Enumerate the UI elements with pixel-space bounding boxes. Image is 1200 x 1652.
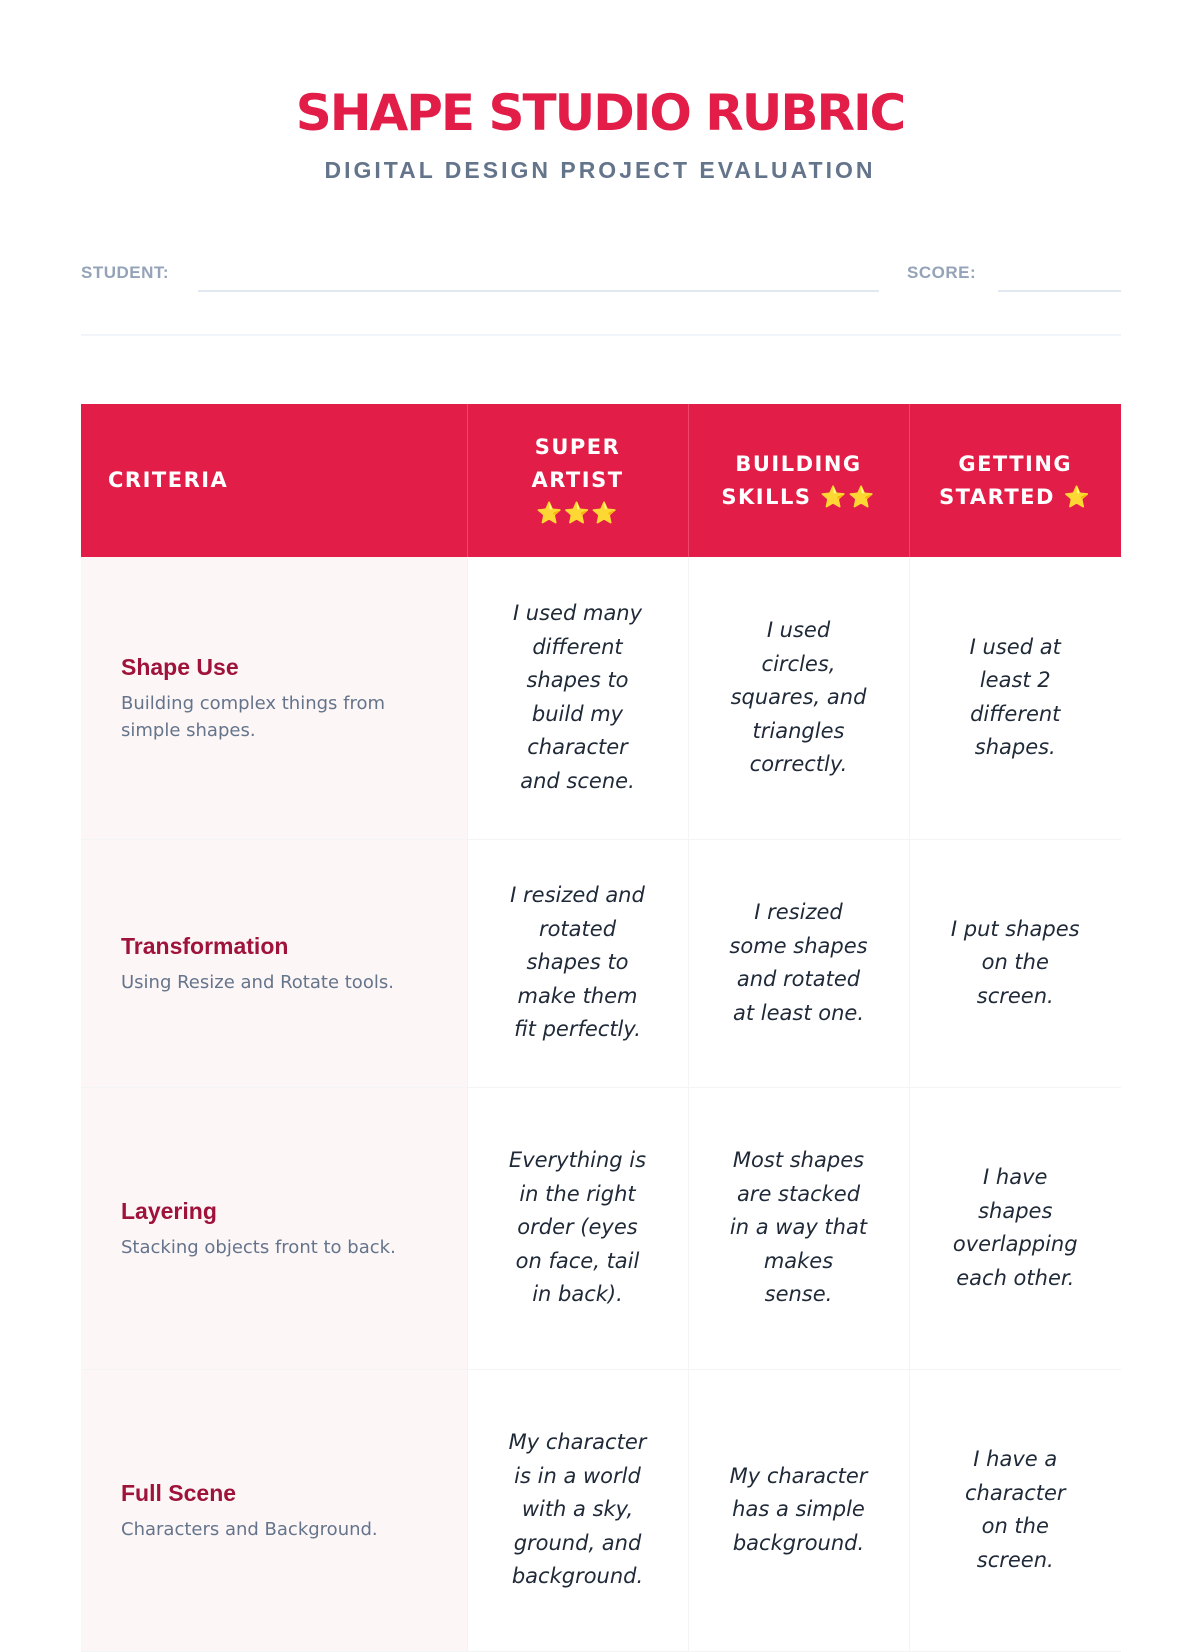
criterion-cell <box>81 1369 467 1651</box>
header-divider <box>81 334 1121 336</box>
getting-started-cell: I put shapes on the screen. <box>909 839 1121 1087</box>
super-artist-cell: I used many different shapes to build my character and scene. <box>467 557 688 839</box>
building-skills-cell: I used circles, squares, and triangles correctly. <box>688 557 909 839</box>
criterion-name: Transformation <box>121 932 289 959</box>
criterion-description: Using Resize and Rotate tools. <box>121 971 394 993</box>
score-label: SCORE: <box>907 263 977 282</box>
building-skills-cell: Most shapes are stacked in a way that makes sense. <box>688 1087 909 1369</box>
super-artist-cell: Everything is in the right order (eyes on face, tail in back). <box>467 1087 688 1369</box>
criterion-cell <box>81 839 467 1087</box>
criterion-name: Layering <box>121 1197 217 1224</box>
super-artist-cell: I resized and rotated shapes to make them fit perfectly. <box>467 839 688 1087</box>
criterion-description: Building complex things from simple shapes. <box>121 692 386 741</box>
criterion-name: Shape Use <box>121 653 239 680</box>
student-label: STUDENT: <box>81 263 170 282</box>
table-row <box>81 1369 1121 1651</box>
criterion-name: Full Scene <box>121 1479 237 1506</box>
student-field[interactable] <box>198 290 879 292</box>
getting-started-cell: I have a character on the screen. <box>909 1369 1121 1651</box>
criterion-cell <box>81 1087 467 1369</box>
page-subtitle: DIGITAL DESIGN PROJECT EVALUATION <box>324 157 876 183</box>
column-header-super-artist: SUPER ARTIST ⭐⭐⭐ <box>467 404 688 557</box>
student-score-fields <box>81 252 1121 292</box>
getting-started-cell: I have shapes overlapping each other. <box>909 1087 1121 1369</box>
column-header-getting-started: GETTING STARTED ⭐ <box>909 404 1121 557</box>
column-header-building-skills: BUILDING SKILLS ⭐⭐ <box>688 404 909 557</box>
building-skills-cell: I resized some shapes and rotated at least one. <box>688 839 909 1087</box>
criterion-description: Stacking objects front to back. <box>121 1236 396 1258</box>
rubric-table <box>81 404 1121 1652</box>
criterion-cell <box>81 557 467 839</box>
criterion-description: Characters and Background. <box>121 1518 378 1540</box>
super-artist-cell: My character is in a world with a sky, ground, and background. <box>467 1369 688 1651</box>
building-skills-cell: My character has a simple background. <box>688 1369 909 1651</box>
table-row <box>81 1087 1121 1369</box>
score-field[interactable] <box>998 290 1121 292</box>
table-row <box>81 557 1121 839</box>
page-title: SHAPE STUDIO RUBRIC <box>295 84 905 142</box>
getting-started-cell: I used at least 2 different shapes. <box>909 557 1121 839</box>
header-row <box>81 404 1121 557</box>
column-header-criteria: CRITERIA <box>81 404 467 557</box>
table-row <box>81 839 1121 1087</box>
